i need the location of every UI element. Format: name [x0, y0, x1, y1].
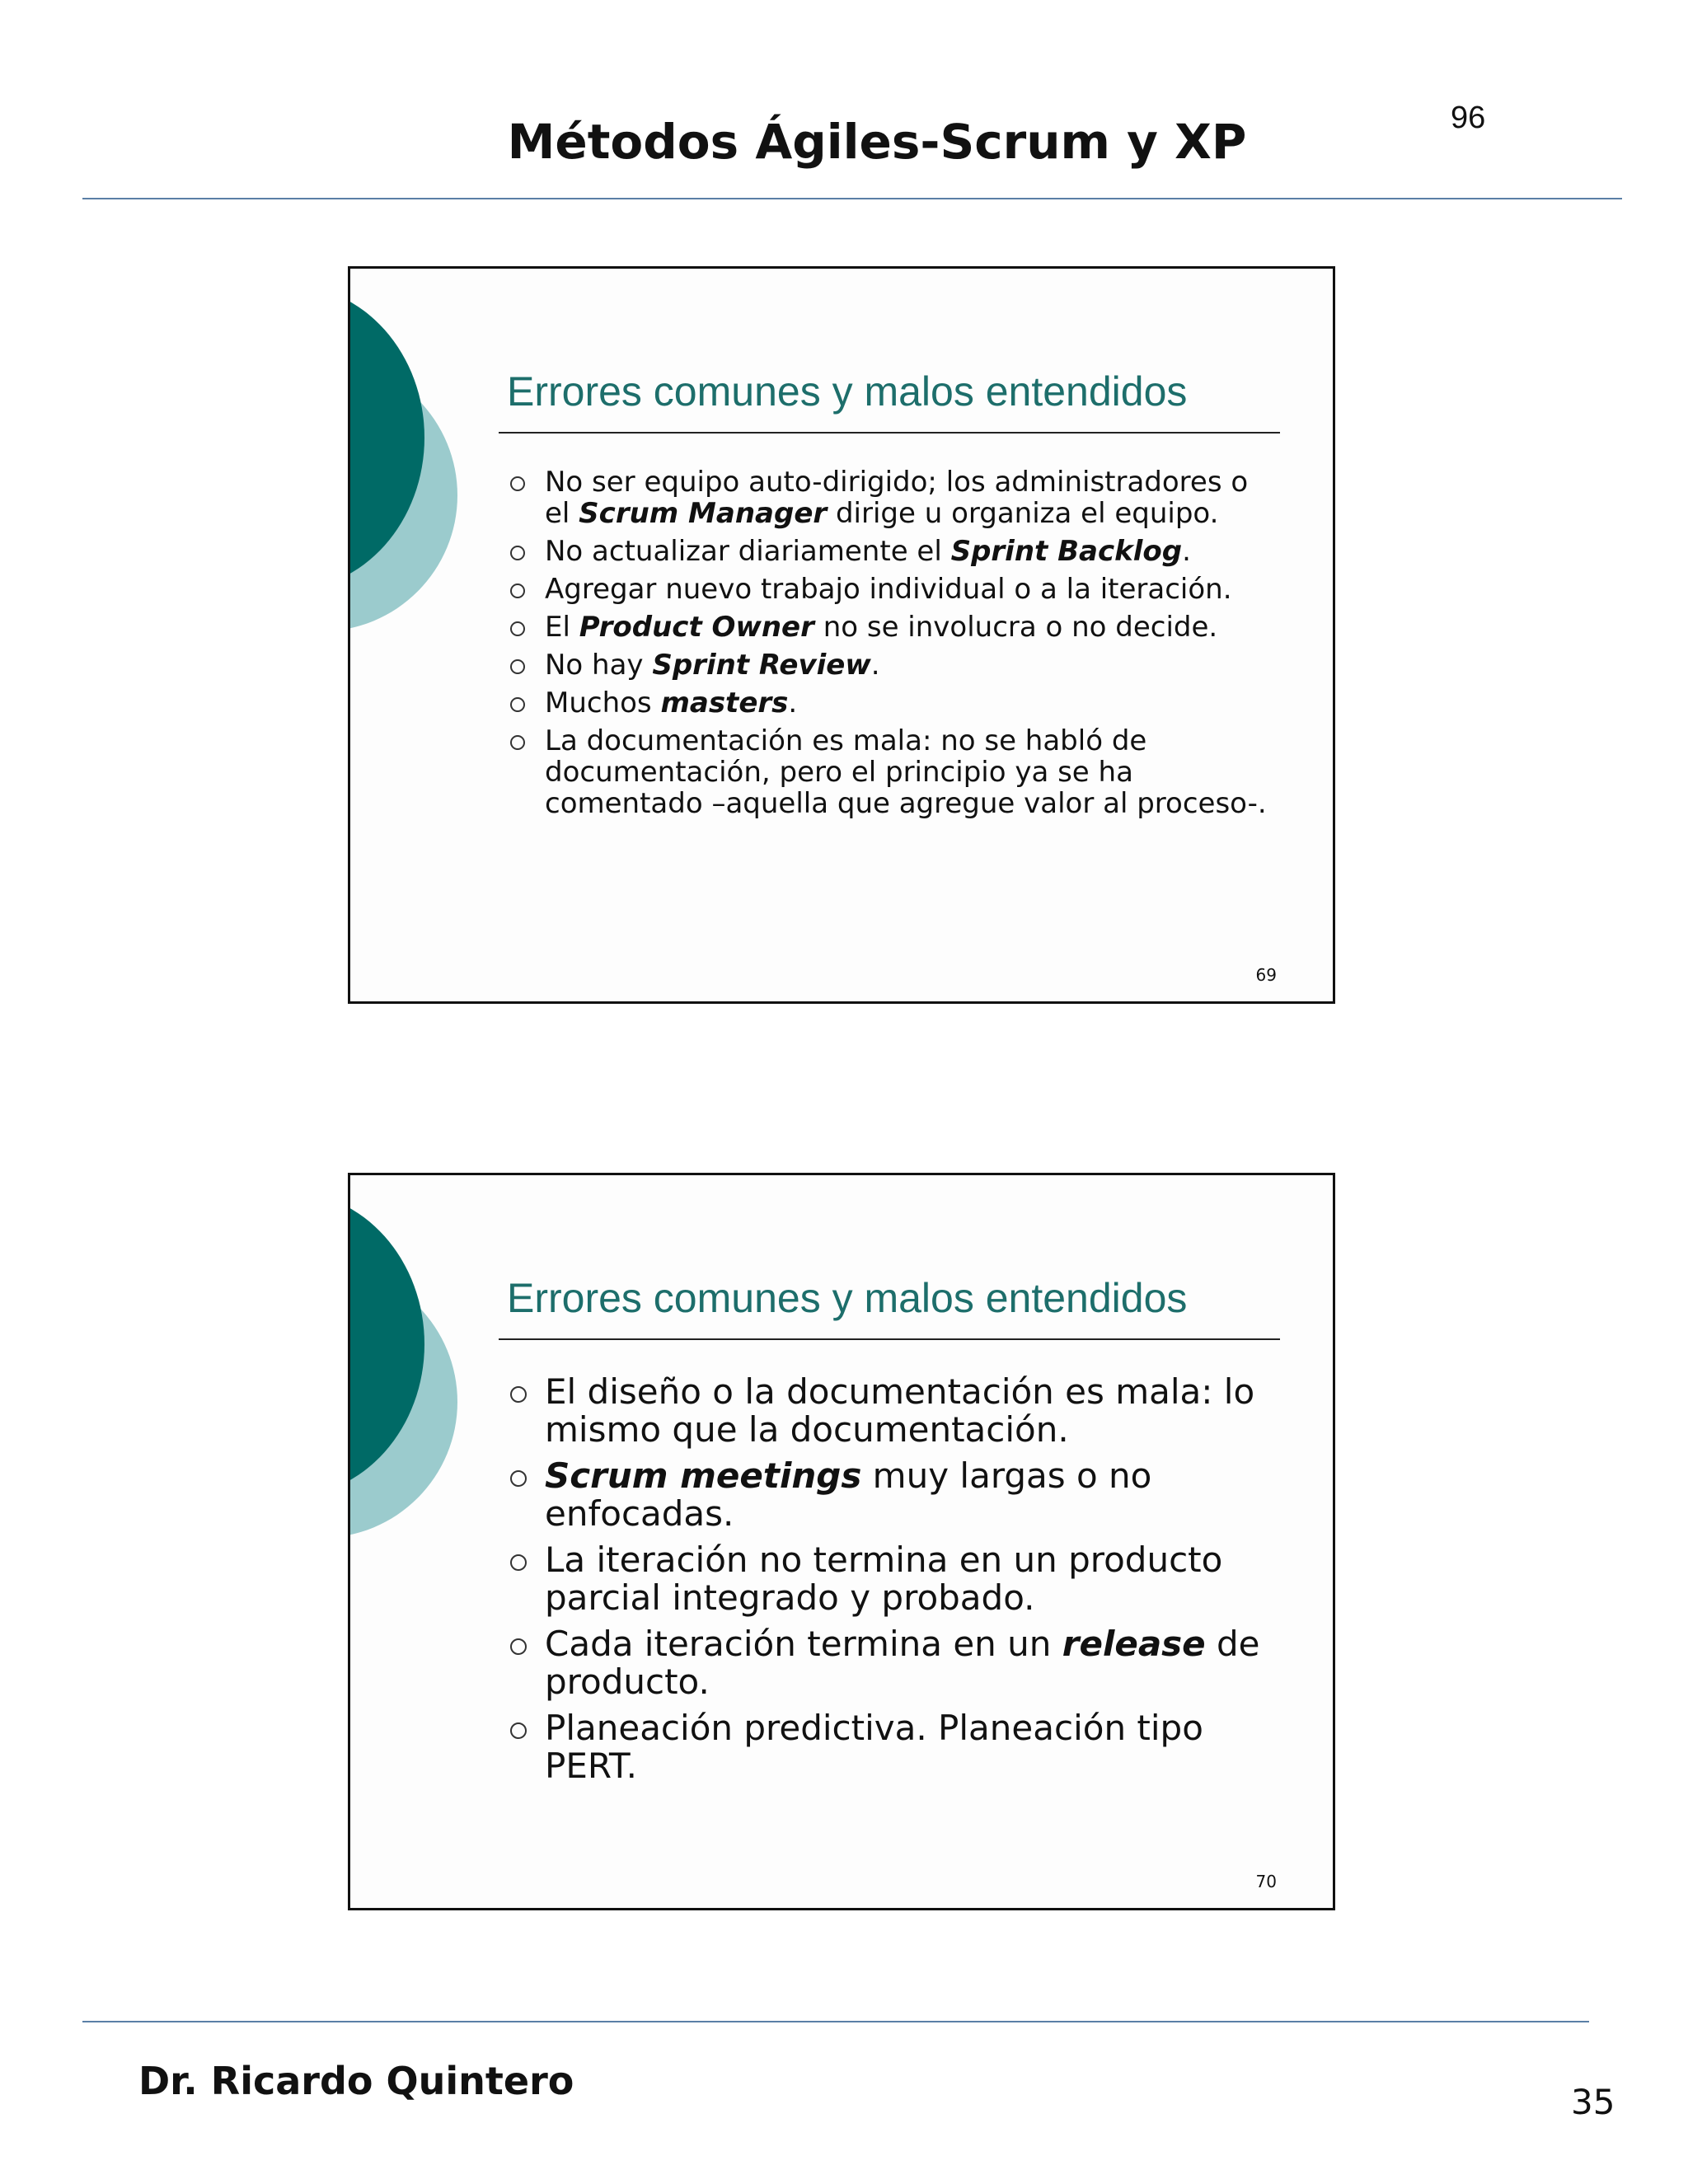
slide-title-divider	[499, 432, 1280, 434]
slide-70	[348, 1173, 1335, 1910]
slide-number: 69	[1255, 965, 1277, 985]
bullet-list	[507, 466, 1282, 826]
slide-title: Errores comunes y malos entendidos	[507, 1275, 1188, 1321]
bottom-page-number: 35	[1571, 2082, 1615, 2122]
slide-69	[348, 266, 1335, 1004]
bullet-item: No hay Sprint Review.	[507, 649, 1282, 681]
bullet-list	[507, 1373, 1282, 1793]
bullet-item: El Product Owner no se involucra o no decide.	[507, 612, 1282, 643]
bullet-item: El diseño o la documentación es mala: lo mismo que la documentación.	[507, 1373, 1282, 1449]
slide-title: Errores comunes y malos entendidos	[507, 368, 1188, 415]
bullet-item: Cada iteración termina en un release de producto.	[507, 1625, 1282, 1701]
header-divider	[82, 198, 1622, 199]
bullet-item: Scrum meetings muy largas o no enfocadas.	[507, 1457, 1282, 1533]
page-title: Métodos Ágiles-Scrum y XP	[507, 114, 1247, 170]
bullet-item: Planeación predictiva. Planeación tipo PERT.	[507, 1709, 1282, 1785]
bullet-item: La documentación es mala: no se habló de documentación, pero el principio ya se ha comentado –aquella que agregue valor al proceso-.	[507, 725, 1282, 819]
slide-title-divider	[499, 1338, 1280, 1340]
author-name: Dr. Ricardo Quintero	[138, 2059, 574, 2103]
top-page-number: 96	[1451, 101, 1486, 135]
bullet-item: No ser equipo auto-dirigido; los administradores o el Scrum Manager dirige u organiza el equipo.	[507, 466, 1282, 529]
bullet-item: La iteración no termina en un producto parcial integrado y probado.	[507, 1541, 1282, 1617]
footer-divider	[82, 2021, 1589, 2022]
bullet-item: No actualizar diariamente el Sprint Backlog.	[507, 536, 1282, 567]
bullet-item: Muchos masters.	[507, 687, 1282, 719]
bullet-item: Agregar nuevo trabajo individual o a la iteración.	[507, 574, 1282, 605]
slide-number: 70	[1255, 1872, 1277, 1891]
